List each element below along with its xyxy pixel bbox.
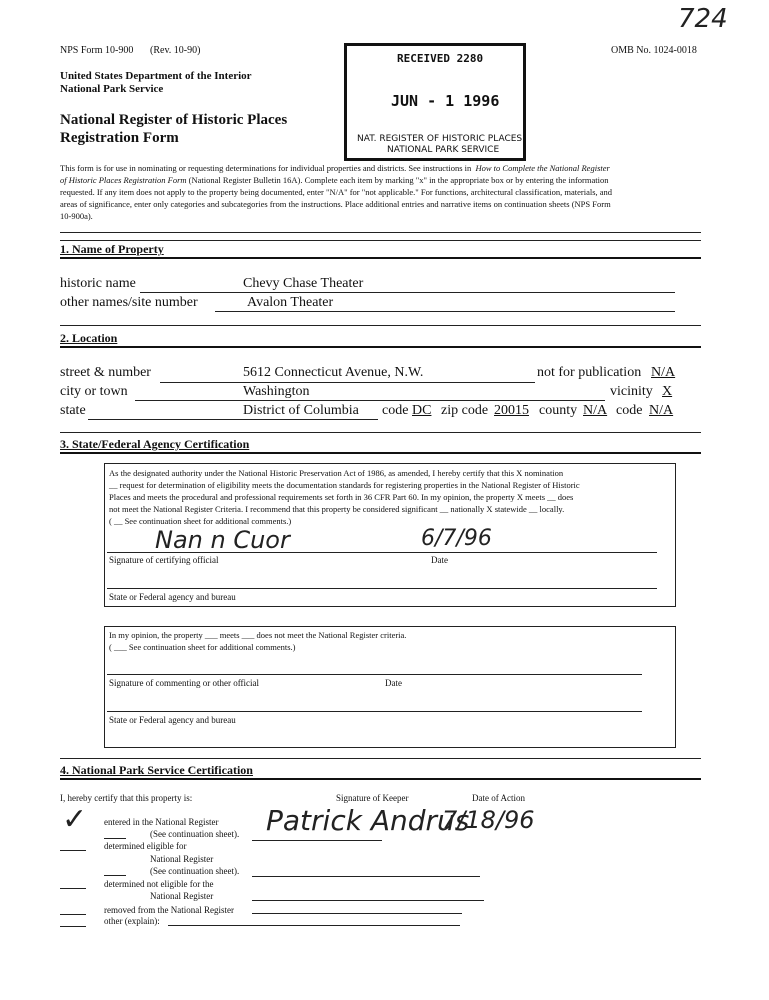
opinion-line1: In my opinion, the property ___ meets ___ does not meet the National Register criteria.	[109, 630, 407, 640]
checkmark-icon: ✓	[62, 802, 88, 837]
intro-line5: 10-900a).	[60, 211, 93, 221]
cert-line2: __ request for determination of eligibility meets the documentation standards for registering properties in the National Register of Historic	[109, 480, 580, 490]
divider	[60, 257, 701, 259]
intro-line3: requested. If any item does not apply to the property being documented, enter "N/A" for "not applicable." For functions, architectural classification, materials, and	[60, 187, 613, 197]
field-underline	[160, 382, 535, 383]
field-underline	[140, 292, 675, 293]
divider	[60, 778, 701, 780]
opinion-text	[109, 629, 406, 653]
entered-register-label: entered in the National Register	[104, 817, 219, 827]
divider	[60, 452, 701, 454]
commenting-signature-label: Signature of commenting or other official	[109, 678, 260, 688]
opinion-line2: ( ___ See continuation sheet for additional comments.)	[109, 642, 296, 652]
blank-line	[104, 875, 126, 876]
section-2-heading: 2. Location	[60, 331, 118, 345]
page-number-handwritten: 724	[678, 4, 728, 34]
checkbox-line[interactable]	[60, 914, 86, 915]
keeper-signature-label: Signature of Keeper	[336, 793, 409, 803]
cert-line3: Places and meets the procedural and professional requirements set forth in 36 CFR Part 60. In my opinion, the property X meets __ does	[109, 492, 574, 502]
form-title: National Register of Historic Places	[60, 112, 288, 128]
entered-continuation-label: (See continuation sheet).	[150, 829, 240, 839]
blank-line	[104, 838, 126, 839]
section-3-heading: 3. State/Federal Agency Certification	[60, 437, 250, 451]
divider	[60, 325, 701, 326]
field-underline	[88, 419, 378, 420]
other-names-value: Avalon Theater	[247, 295, 334, 310]
cert-line1: As the designated authority under the National Historic Preservation Act of 1986, as amended, I hereby certify that this X nomination	[109, 468, 564, 478]
state-certification-box	[104, 463, 676, 607]
state-value: District of Columbia	[243, 403, 359, 418]
checkbox-line[interactable]	[60, 888, 86, 889]
stamp-date: JUN - 1 1996	[391, 92, 500, 110]
form-subtitle: Registration Form	[60, 130, 179, 146]
signature-line	[252, 913, 462, 914]
commenting-official-box	[104, 626, 676, 748]
other-names-label: other names/site number	[60, 295, 198, 310]
removed-register-label: removed from the National Register	[104, 905, 234, 915]
street-label: street & number	[60, 365, 151, 380]
eligible-continuation-label: (See continuation sheet).	[150, 866, 240, 876]
divider	[60, 432, 701, 433]
received-stamp	[344, 43, 526, 161]
cert-line5: ( __ See continuation sheet for additional comments.)	[109, 516, 292, 526]
signature-line	[107, 674, 642, 675]
signature-line	[168, 925, 460, 926]
instructions-paragraph	[60, 162, 612, 222]
action-date-value: 7/18/96	[442, 806, 535, 834]
vicinity-label: vicinity	[610, 384, 653, 399]
checkbox-line[interactable]	[60, 850, 86, 851]
county-value: N/A	[583, 403, 608, 418]
signature-line	[252, 840, 382, 841]
signature-line	[252, 900, 484, 901]
street-value: 5612 Connecticut Avenue, N.W.	[243, 365, 424, 380]
not-eligible-register-label: National Register	[150, 891, 214, 901]
field-underline	[215, 311, 675, 312]
intro-line1a: This form is for use in nominating or requesting determinations for individual properties and districts. See instructions in	[60, 163, 472, 173]
eligible-register-label: National Register	[150, 854, 214, 864]
agency-bureau-label: State or Federal agency and bureau	[109, 592, 236, 602]
certify-statement: I, hereby certify that this property is:	[60, 793, 193, 803]
code-label: code	[382, 403, 409, 418]
stamp-received: RECEIVED 2280	[397, 52, 484, 65]
intro-line1b: How to Complete the National Register	[475, 163, 610, 173]
not-for-publication-value: N/A	[651, 365, 676, 380]
stamp-line2: NATIONAL PARK SERVICE	[387, 145, 500, 155]
not-eligible-label: determined not eligible for the	[104, 879, 214, 889]
divider	[60, 758, 701, 759]
form-number: NPS Form 10-900	[60, 45, 134, 56]
service-name: National Park Service	[60, 83, 164, 95]
form-revision: (Rev. 10-90)	[150, 45, 201, 56]
omb-number: OMB No. 1024-0018	[611, 45, 697, 56]
zip-value: 20015	[494, 403, 529, 418]
city-label: city or town	[60, 384, 128, 399]
agency-bureau-label-2: State or Federal agency and bureau	[109, 715, 236, 725]
certifying-date-value: 6/7/96	[421, 526, 492, 551]
signature-line	[252, 876, 480, 877]
date-of-action-label: Date of Action	[472, 793, 525, 803]
state-label: state	[60, 403, 86, 418]
code-value: DC	[412, 403, 432, 418]
signature-certifying-label: Signature of certifying official	[109, 555, 219, 565]
county-code-value: N/A	[649, 403, 674, 418]
field-underline	[135, 400, 605, 401]
department-name: United States Department of the Interior	[60, 70, 252, 82]
agency-line	[107, 711, 642, 712]
keeper-signature: Patrick Andrus	[266, 804, 470, 837]
not-for-publication-label: not for publication	[537, 365, 642, 380]
intro-line2b: (National Register Bulletin 16A). Complete each item by marking "x" in the appropriate box or by entering the information	[188, 175, 609, 185]
divider	[60, 232, 701, 233]
date-label: Date	[431, 555, 448, 565]
stamp-line1: NAT. REGISTER OF HISTORIC PLACES	[357, 134, 523, 144]
city-value: Washington	[243, 384, 310, 399]
certifying-official-signature: Nan n Cuor	[155, 526, 290, 554]
determined-eligible-label: determined eligible for	[104, 841, 187, 851]
section-4-heading: 4. National Park Service Certification	[60, 763, 253, 777]
certification-text	[109, 467, 580, 527]
section-1-heading: 1. Name of Property	[60, 242, 164, 256]
intro-line2a: of Historic Places Registration Form	[60, 175, 187, 185]
divider	[60, 346, 701, 348]
intro-line4: areas of significance, enter only categories and subcategories from the instructions. Place additional entries and narrative items on continuation sheets (NPS Form	[60, 199, 611, 209]
divider	[60, 240, 701, 241]
signature-line	[107, 552, 657, 553]
checkbox-line[interactable]	[60, 926, 86, 927]
commenting-date-label: Date	[385, 678, 402, 688]
cert-line4: not meet the National Register Criteria. I recommend that this property be considered significant __ nationally X statewide __ locally.	[109, 504, 565, 514]
county-code-label: code	[616, 403, 643, 418]
agency-line	[107, 588, 657, 589]
other-explain-label: other (explain):	[104, 916, 160, 926]
county-label: county	[539, 403, 578, 418]
zip-label: zip code	[441, 403, 489, 418]
vicinity-value: X	[662, 384, 673, 399]
historic-name-label: historic name	[60, 276, 136, 291]
historic-name-value: Chevy Chase Theater	[243, 276, 364, 291]
